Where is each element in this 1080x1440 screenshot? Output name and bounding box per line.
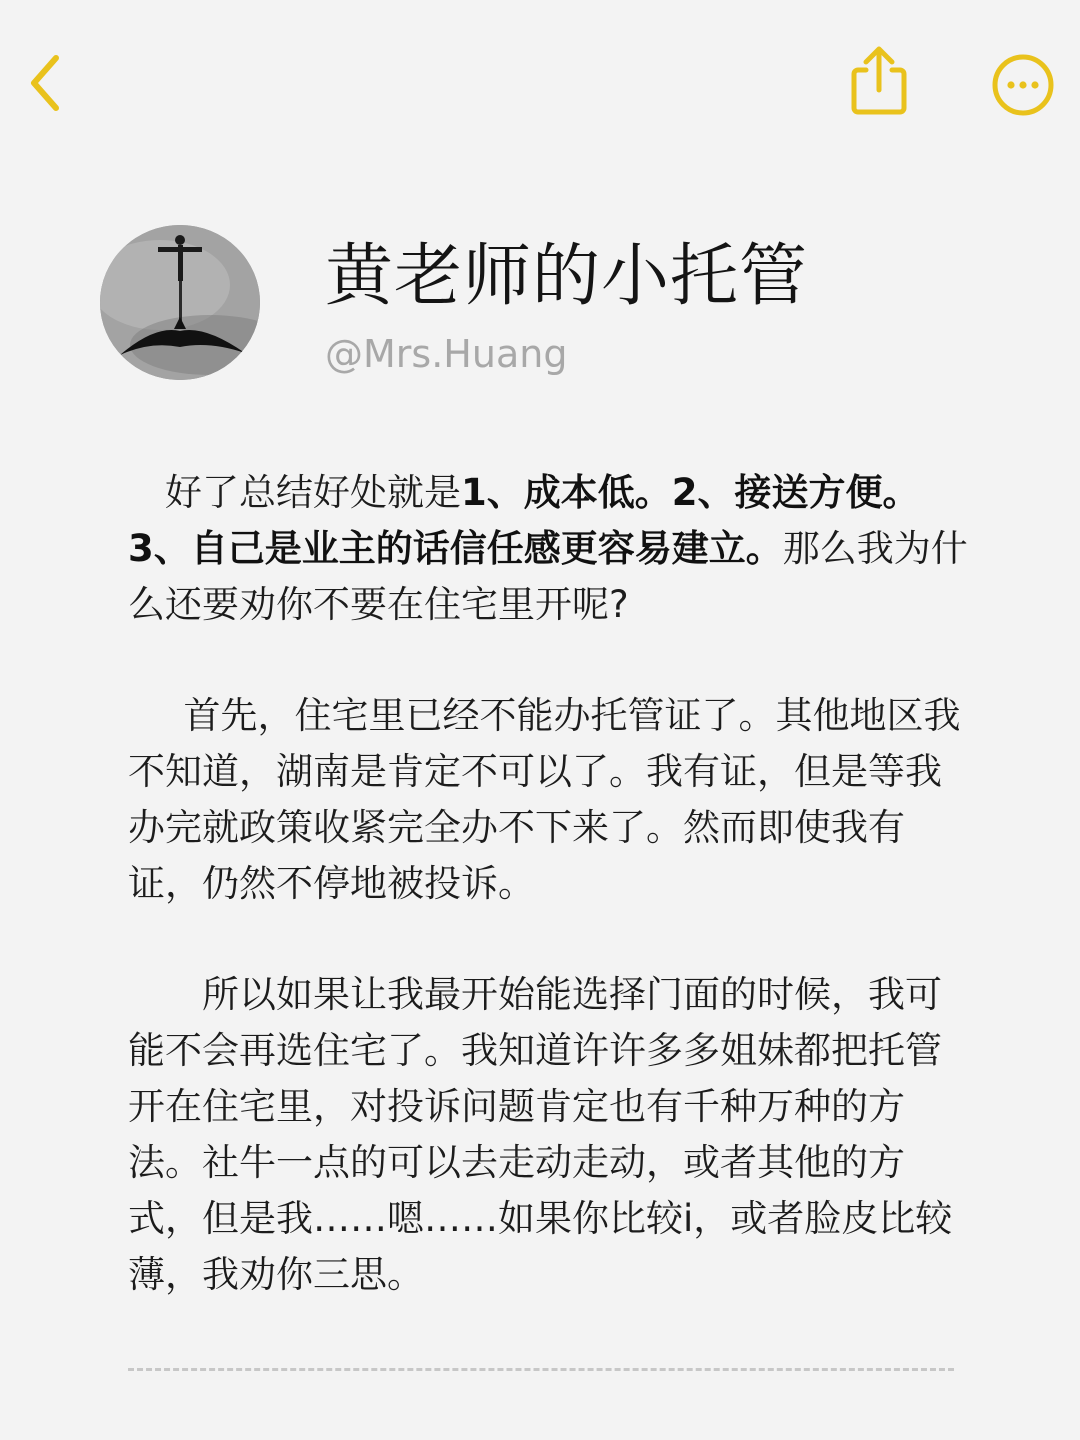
paragraph-2-text: 首先，住宅里已经不能办托管证了。其他地区我不知道，湖南是肯定不可以了。我有证，但是等我办完就政策收紧完全办不下来了。然而即使我有证，仍然不停地被投诉。 <box>128 694 961 905</box>
dashed-divider <box>128 1368 954 1371</box>
article-body <box>128 465 978 1358</box>
paragraph-1-tail: 那么我为什么还要劝你不要在住宅里开呢? <box>128 527 968 626</box>
avatar[interactable] <box>100 225 260 380</box>
top-bar <box>0 0 1080 170</box>
profile-header <box>100 225 1000 395</box>
profile-name: 黄老师的小托管 <box>325 237 809 316</box>
paragraph-2 <box>128 688 978 912</box>
more-dots-icon[interactable] <box>988 50 1058 120</box>
avatar-image <box>100 225 260 380</box>
paragraph-1-bold: 1、成本低。2、接送方便。3、自己是业主的话信任感更容易建立。 <box>128 471 920 570</box>
share-icon[interactable] <box>846 42 912 118</box>
paragraph-3 <box>128 967 978 1303</box>
paragraph-1-lead: 好了总结好处就是 <box>165 471 461 514</box>
paragraph-1 <box>128 465 978 633</box>
paragraph-3-text: 所以如果让我最开始能选择门面的时候，我可能不会再选住宅了。我知道许许多多姐妹都把托管开在住宅里，对投诉问题肯定也有千种万种的方法。社牛一点的可以去走动走动，或者其他的方式，但是我……嗯……如果你比较i，或者脸皮比较薄，我劝你三思。 <box>128 973 953 1296</box>
profile-handle: @Mrs.Huang <box>325 332 568 376</box>
chevron-left-icon[interactable] <box>22 48 70 118</box>
